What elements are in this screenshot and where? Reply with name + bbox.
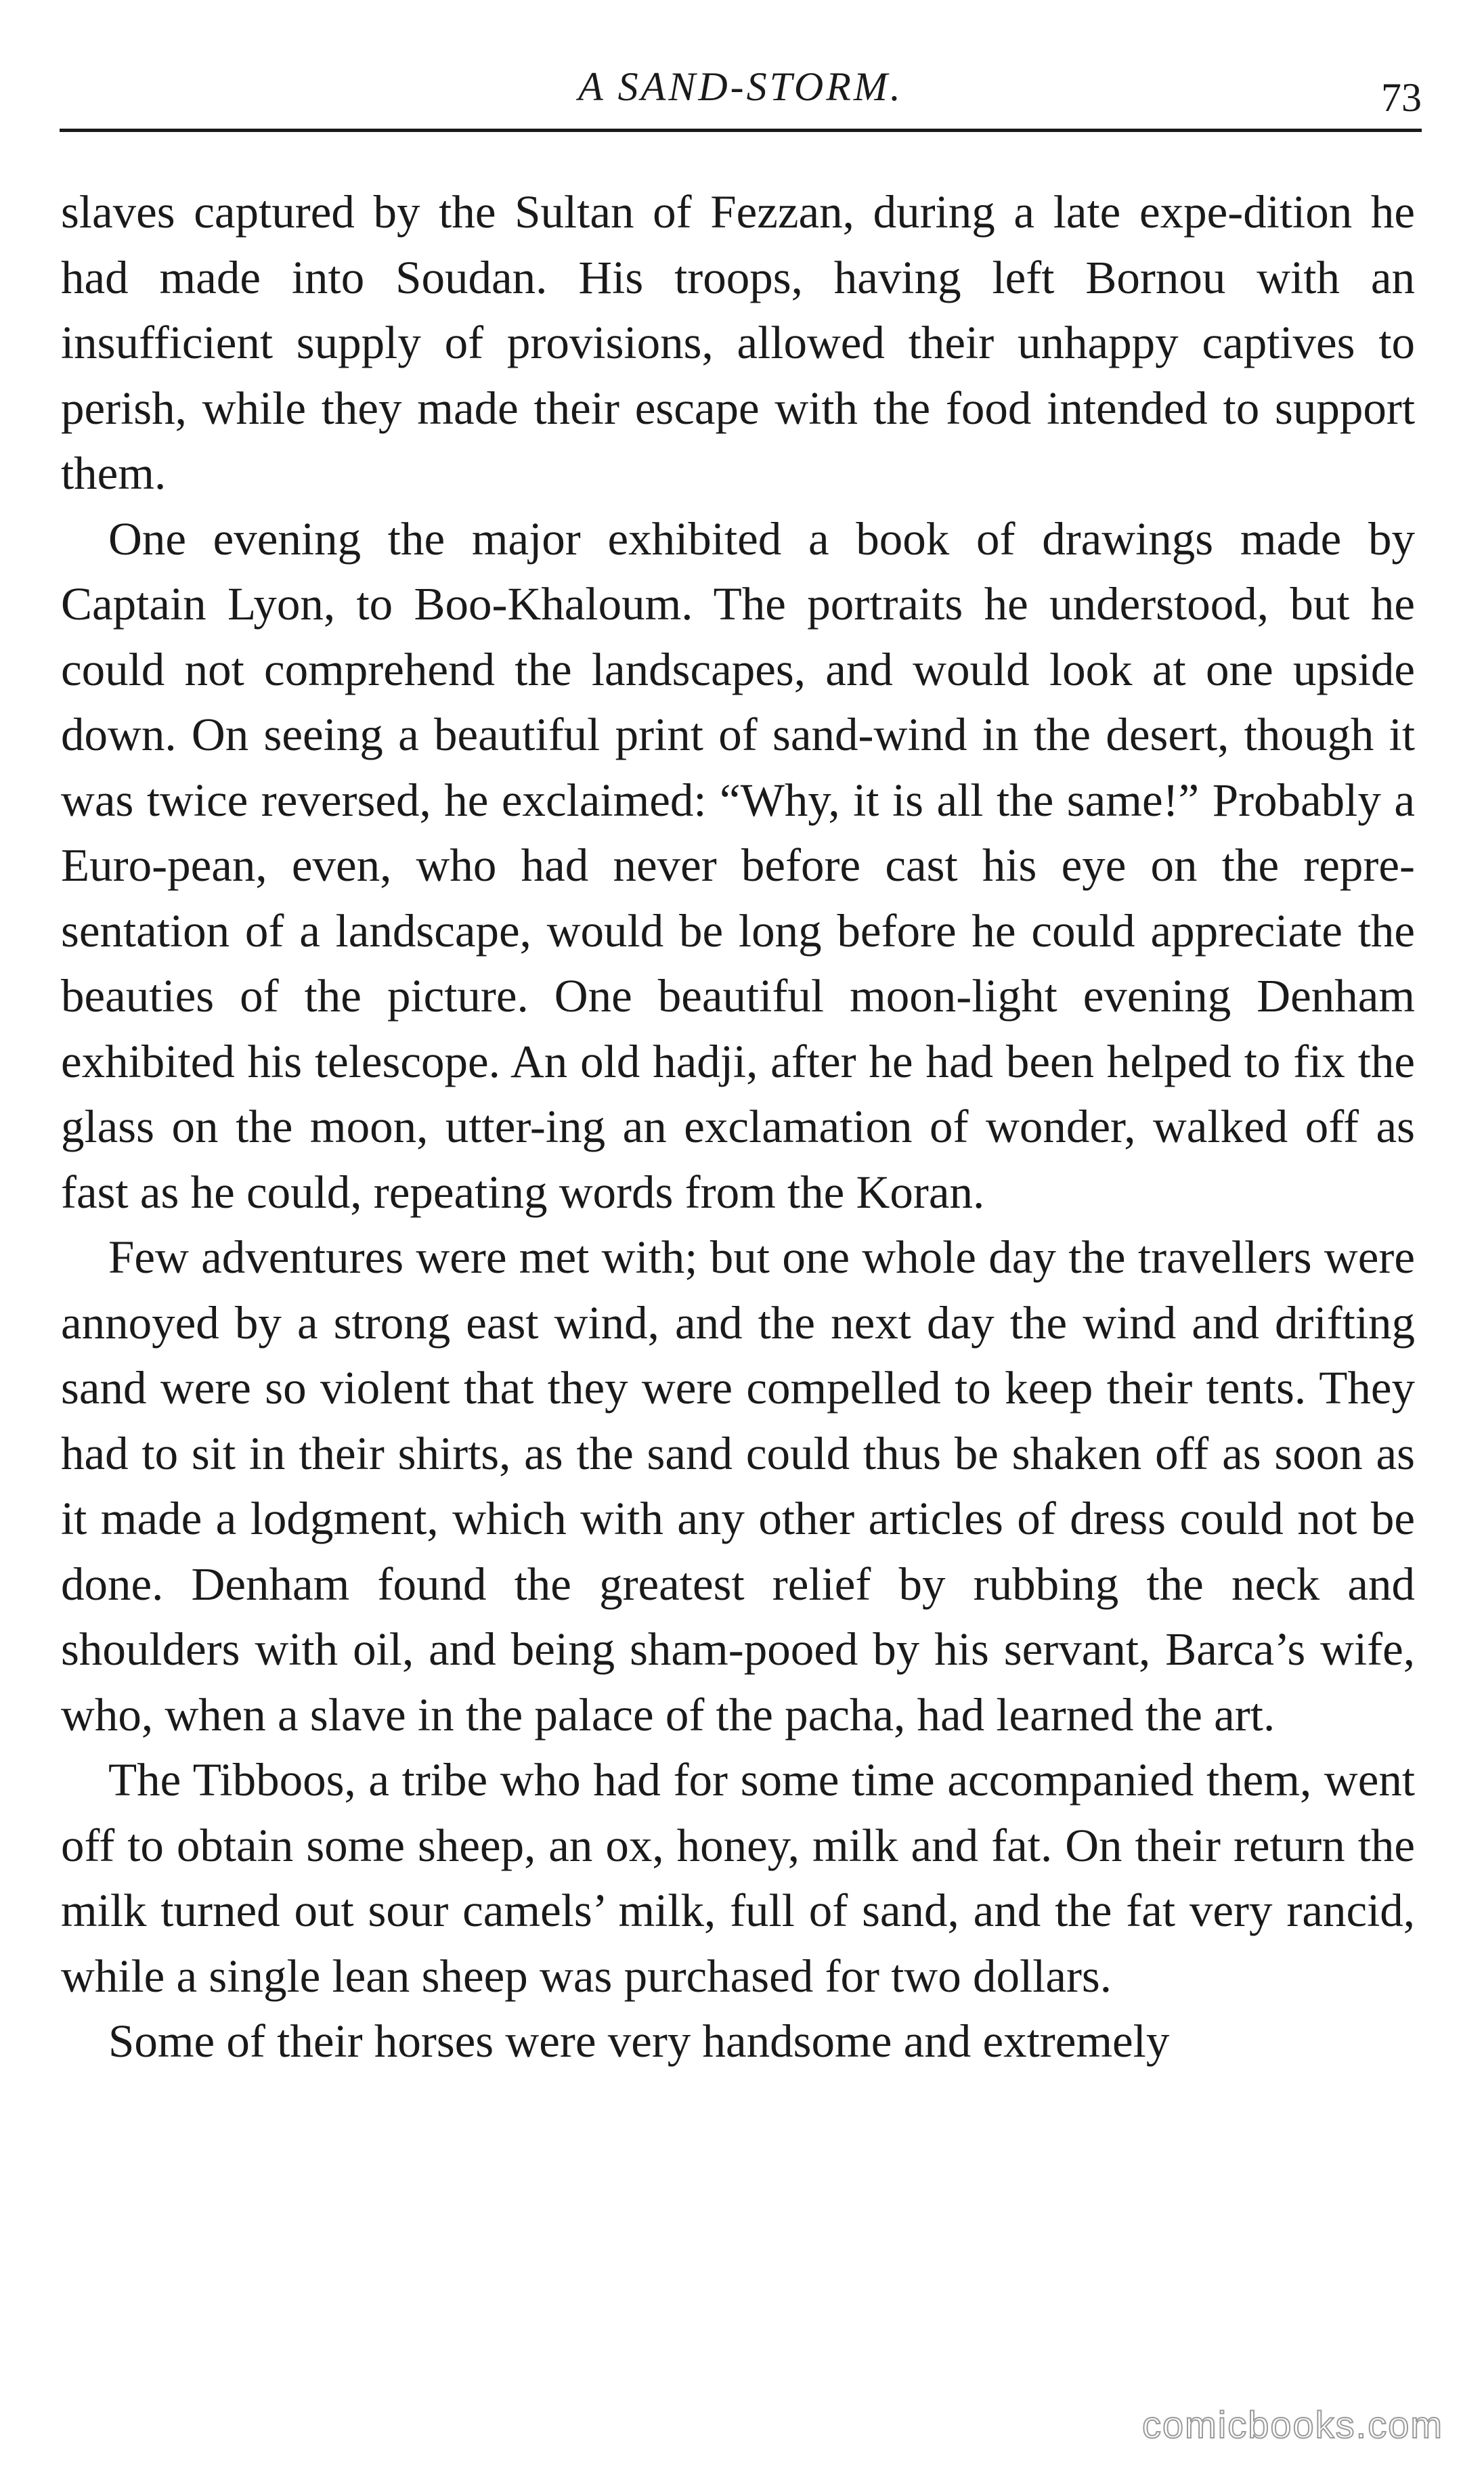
header-rule xyxy=(60,129,1422,132)
page-header xyxy=(60,49,1422,137)
paragraph-horses: Some of their horses were very handsome and extremely xyxy=(108,2015,1170,2067)
paragraph-tibboos: The Tibboos, a tribe who had for some time accompanied them, went off to obtain some sheep, an ox, honey, milk and fat. On their return the milk turned out sour camels’ milk, full of sand, and the fat very rancid, while a single lean sheep was purchased for two dollars. xyxy=(61,1754,1415,2002)
paragraph-sand-wind: Few adventures were met with; but one whole day the travellers were annoyed by a strong east wind, and the next day the wind and drifting sand were so violent that they were compelled to keep their tents. They had to sit in their shirts, as the sand could thus be shaken off as soon as it made a lodgment, which with any other articles of dress could not be done. Denham found the greatest relief by rubbing the neck and shoulders with oil, and being sham-pooed by his servant, Barca’s wife, who, when a slave in the palace of the pacha, had learned the art. xyxy=(61,1231,1415,1741)
body-text xyxy=(61,179,1415,2074)
watermark-logo: comicbooks.com xyxy=(1141,2403,1443,2446)
running-title: A SAND-STORM. xyxy=(578,64,903,109)
paragraph-drawings: One evening the major exhibited a book of drawings made by Captain Lyon, to Boo-Khaloum. The portraits he understood, but he could not comprehend the landscapes, and would look at one upside down. On seeing a beautiful print of sand-wind in the desert, though it was twice reversed, he exclaimed: “Why, it is all the same!” Probably a Euro-pean, even, who had never before cast his eye on the repre-sentation of a landscape, would be long before he could appreciate the beauties of the picture. One beautiful moon-light evening Denham exhibited his telescope. An old hadji, after he had been helped to fix the glass on the moon, utter-ing an exclamation of wonder, walked off as fast as he could, repeating words from the Koran. xyxy=(61,512,1415,1218)
paragraph-continued: slaves captured by the Sultan of Fezzan, during a late expe-dition he had made into Soudan. His troops, having left Bornou with an insufficient supply of provisions, allowed their unhappy captives to perish, while they made their escape with the food intended to support them. xyxy=(61,186,1415,499)
page-number: 73 xyxy=(1381,75,1422,120)
